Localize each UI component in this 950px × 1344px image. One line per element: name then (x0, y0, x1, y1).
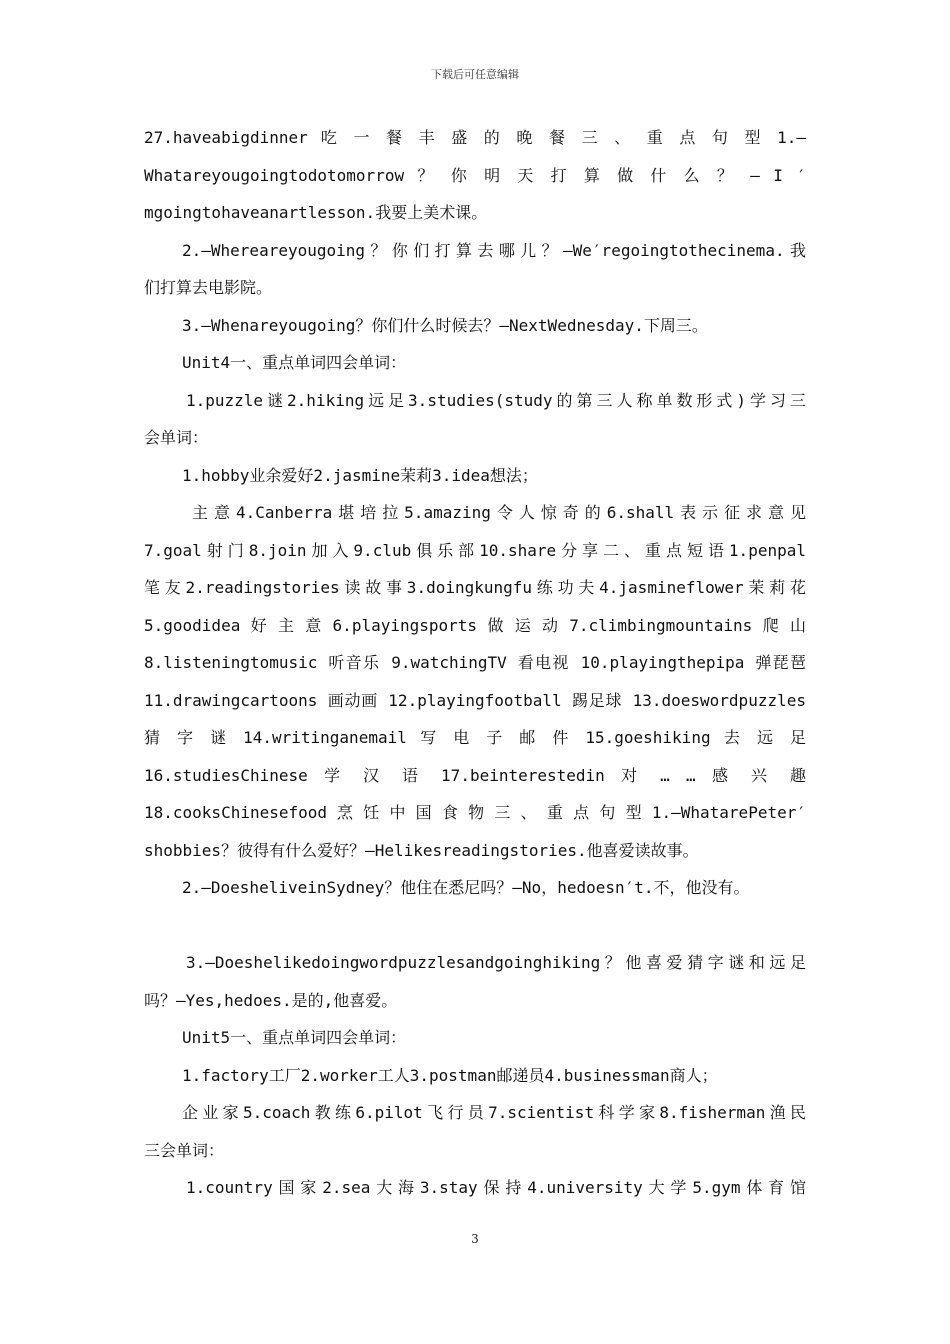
paragraph-gap (144, 907, 806, 945)
page-number: 3 (471, 1232, 479, 1246)
text-line: 笔友2.readingstories读故事3.doingkungfu练功夫4.jasmineflower茉莉花 (144, 578, 806, 597)
text-line: 吗？—Yes,hedoes.是的,他喜爱。 (144, 990, 398, 1010)
text-line: 7.goal射门8.join加入9.club俱乐部10.share分享二、重点短语1.penpal (144, 540, 806, 560)
text-line: 1.factory工厂2.worker工人3.postman邮递员4.businessman商人； (182, 1065, 718, 1085)
page-header: 下载后可任意编辑 (431, 68, 519, 81)
text-line: 11.drawingcartoons 画动画 12.playingfootball 踢足球 13.doeswordpuzzles (144, 690, 806, 710)
text-line: 1.country国家2.sea大海3.stay保持4.university大学5.gym体育馆 (186, 1178, 806, 1197)
text-line: 2.—Whereareyougoing？你们打算去哪儿？—We′regoingtothecinema.我 (182, 240, 806, 260)
text-line: 27.haveabigdinner 吃 一 餐 丰 盛 的 晚 餐 三 、 重 点 句 型 1.— (144, 128, 806, 147)
text-line: 3.—Doeshelikedoingwordpuzzlesandgoinghiking？他喜爱猜字谜和远足 (186, 953, 806, 972)
text-line: 1.puzzle谜2.hiking远足3.studies(study的第三人称单数形式)学习三 (186, 390, 806, 410)
text-line: 18.cooksChinesefood 烹 饪 中 国 食 物 三 、 重 点 句 型 1.—WhatarePeter′ (144, 803, 806, 822)
text-line: 会单词： (144, 428, 209, 447)
text-line: 主意4.Canberra堪培拉5.amazing令人惊奇的6.shall表示征求意见 (192, 503, 806, 522)
document-body (144, 119, 806, 1207)
text-line: 三会单词： (144, 1140, 225, 1160)
text-line: mgoingtohaveanartlesson.我要上美术课。 (144, 203, 488, 222)
text-line: shobbies？彼得有什么爱好？—Helikesreadingstories.他喜爱读故事。 (144, 840, 699, 860)
text-line: 猜 字 谜 14.writinganemail 写 电 子 邮 件 15.goeshiking 去 远 足 (144, 728, 806, 747)
section-heading: Unit4一、重点单词四会单词： (182, 353, 407, 372)
text-line: 5.goodidea 好 主 意 6.playingsports 做 运 动 7.climbingmountains 爬 山 (144, 615, 806, 635)
text-line: 1.hobby业余爱好2.jasmine茉莉3.idea想法； (182, 465, 538, 485)
text-line: 们打算去电影院。 (144, 278, 273, 297)
text-line: Whatareyougoingtodotomorrow ？ 你 明 天 打 算 做 什 么 ？ — I ′ (144, 165, 806, 185)
text-line: 16.studiesChinese 学 汉 语 17.beinterestedin 对 … … 感 兴 趣 (144, 765, 806, 785)
section-heading: Unit5一、重点单词四会单词： (182, 1028, 407, 1047)
text-line: 企业家5.coach教练6.pilot飞行员7.scientist科学家8.fisherman渔民 (182, 1103, 806, 1122)
text-line: 2.—DoesheliveinSydney？他住在悉尼吗？—No，hedoesn′t.不，他没有。 (182, 878, 750, 897)
text-line: 3.—Whenareyougoing？你们什么时候去？—NextWednesday.下周三。 (182, 315, 708, 335)
text-line: 8.listeningtomusic 听音乐 9.watchingTV 看电视 10.playingthepipa 弹琵琶 (144, 653, 806, 672)
